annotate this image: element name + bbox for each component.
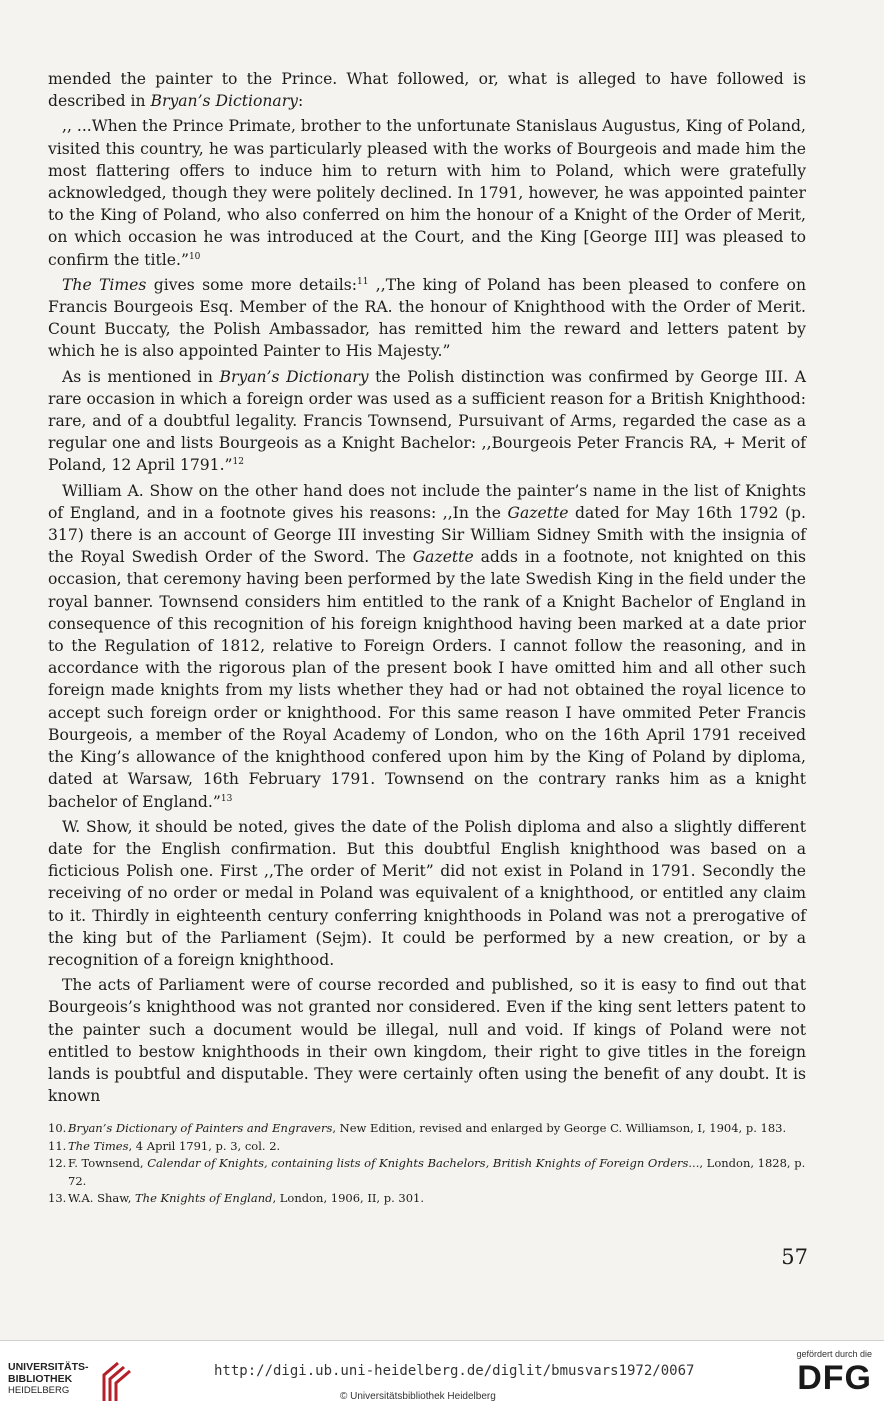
- footnote-text: W.A. Shaw, The Knights of England, London, 1906, II, p. 301.: [68, 1191, 425, 1206]
- footnote: [48, 1155, 808, 1190]
- footnote: [48, 1138, 808, 1156]
- document-url-link[interactable]: http://digi.ub.uni-heidelberg.de/diglit/bmusvars1972/0067: [214, 1363, 695, 1379]
- dfg-wordmark: DFG: [797, 1359, 872, 1397]
- footnote-text: Bryan’s Dictionary of Painters and Engravers, New Edition, revised and enlarged by George C. Williamson, I, 1904, p. 183.: [68, 1121, 787, 1135]
- viewer-footer: [0, 1340, 884, 1416]
- library-name-line3: HEIDELBERG: [8, 1385, 70, 1396]
- copyright-notice: © Universitätsbibliothek Heidelberg: [340, 1391, 496, 1402]
- paragraph: mended the painter to the Prince. What followed, or, what is alleged to have followed is described in Bryan’s Dictionary:: [48, 70, 806, 111]
- library-emblem-icon: [98, 1361, 132, 1405]
- library-name-line2: BIBLIOTHEK: [8, 1373, 73, 1385]
- footnote-number: 11.: [48, 1138, 67, 1153]
- university-library-logo[interactable]: [8, 1361, 148, 1401]
- footnote: [48, 1190, 808, 1208]
- dfg-logo[interactable]: [778, 1349, 872, 1397]
- footnote-text: The Times, 4 April 1791, p. 3, col. 2.: [68, 1138, 281, 1153]
- library-name-line1: UNIVERSITÄTS-: [8, 1361, 89, 1373]
- footnote-number: 13.: [48, 1191, 67, 1206]
- page-number: 57: [781, 1245, 808, 1269]
- paragraph: W. Show, it should be noted, gives the date of the Polish diploma and also a slightly different date for the English confirmation. But this doubtful English knighthood was based on a ficticious Polish one. First ,,The order of Merit” did not exist in Poland in 1791. Secondly the receiving of no order or medal in Poland was equivalent of a knighthood, or entitled any claim to it. Thirdly in eighteenth century conferring knighthoods in Poland was not a prerogative of the king but of the Parliament (Sejm). It could be performed by a new creation, or by a recognition of a foreign knighthood.: [48, 817, 806, 969]
- footnote-number: 12.: [48, 1156, 67, 1171]
- paragraph: As is mentioned in Bryan’s Dictionary the Polish distinction was confirmed by George III. A rare occasion in which a foreign order was used as a sufficient reason for a British Knighthood: rare, and of a doubtful legality. Francis Townsend, Pursuivant of Arms, regarded the case as a regular one and lists Bourgeois as a Knight Bachelor: ,,Bourgeois Peter Francis RA, + Merit of Poland, 12 April 1791.”$^{12}$: [48, 367, 806, 475]
- footnote-text: F. Townsend, Calendar of Knights, containing lists of Knights Bachelors, British Knights of Foreign Orders..., London, 1828, p. 72.: [68, 1156, 806, 1188]
- paragraph: William A. Show on the other hand does not include the painter’s name in the list of Knights of England, and in a footnote gives his reasons: ,,In the Gazette dated for May 16th 1792 (p. 317) there is an account of George III investing Sir William Sidney Smith with the insignia of the Royal Swedish Order of the Sword. The Gazette adds in a footnote, not knighted on this occasion, that ceremony having been performed by the late Swedish King in the field under the royal banner. Townsend considers him entitled to the rank of a Knight Bachelor of England in consequence of this recognition of his foreign knighthood having been marked at a date prior to the Regulation of 1812, relative to Foreign Orders. I cannot follow the reasoning, and in accordance with the rigorous plan of the present book I have omitted him and all other such foreign made knights from my lists whether they had or had not obtained the royal licence to accept such foreign order or knighthood. For this same reason I have ommited Peter Francis Bourgeois, a member of the Royal Academy of London, who on the 16th April 1791 received the King’s allowance of the knighthood confered upon him by the King of Poland by diploma, dated at Warsaw, 16th February 1791. Townsend on the contrary ranks him as a knight bachelor of England.”$^{13}$: [48, 481, 806, 811]
- dfg-caption: gefördert durch die: [796, 1349, 872, 1359]
- paragraph: ,, ...When the Prince Primate, brother to the unfortunate Stanislaus Augustus, King of Poland, visited this country, he was particularly pleased with the works of Bourgeois and made him the most flattering offers to induce him to return with him to Poland, which were gratefully acknowledged, though they were politely declined. In 1791, however, he was appointed painter to the King of Poland, who also conferred on him the honour of a Knight of the Order of Merit, on which occasion he was introduced at the Court, and the King [George III] was pleased to confirm the title.”$^{10}$: [48, 117, 806, 269]
- body-text: [48, 68, 806, 1110]
- paragraph: The acts of Parliament were of course recorded and published, so it is easy to find out that Bourgeois’s knighthood was not granted nor considered. Even if the king sent letters patent to the painter such a document would be illegal, null and void. If kings of Poland were not entitled to bestow knighthoods in their own kingdom, their right to give titles in the foreign lands is poubtful and disputable. They were certainly often using the benefit of any doubt. It is known: [48, 976, 806, 1106]
- footnote-number: 10.: [48, 1121, 67, 1135]
- footnotes: [48, 1120, 808, 1208]
- footnote: [48, 1120, 808, 1138]
- paragraph: The Times gives some more details:$^{11}$ ,,The king of Poland has been pleased to confere on Francis Bourgeois Esq. Member of the RA. the honour of Knighthood with the Order of Merit. Count Buccaty, the Polish Ambassador, has remitted him the reward and letters patent by which he is also appointed Painter to His Majesty.”: [48, 275, 806, 361]
